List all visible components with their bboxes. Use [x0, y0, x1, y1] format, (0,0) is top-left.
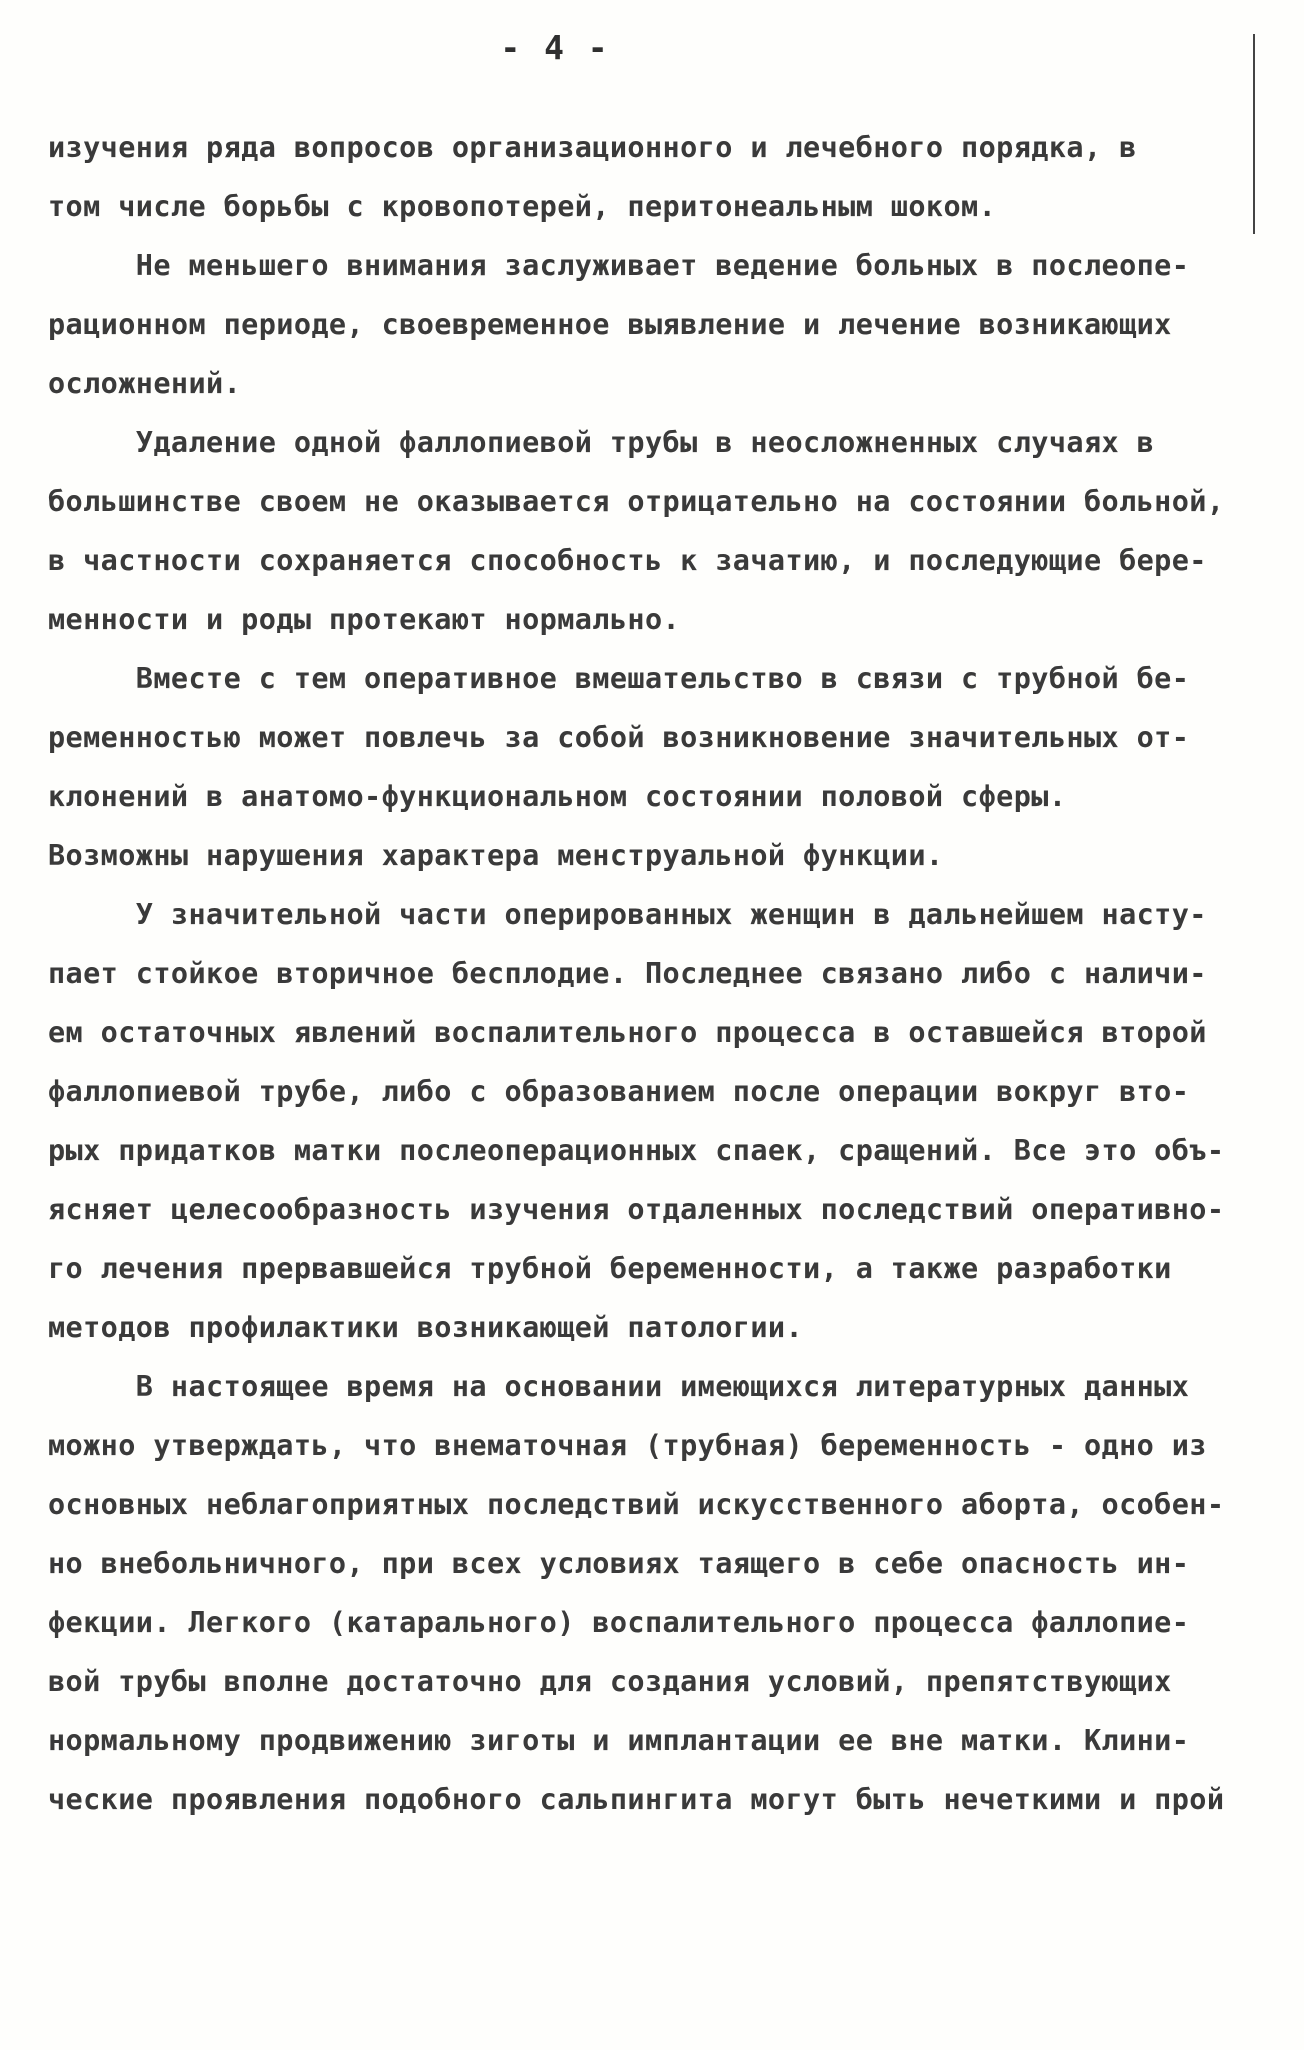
body-text [48, 118, 1270, 1829]
page-number: - 4 - [500, 28, 610, 67]
text-line: осложнений. [48, 367, 242, 400]
text-line: изучения ряда вопросов организационного и лечебного порядка, в [48, 131, 1137, 164]
text-line: ем остаточных явлений воспалительного процесса в оставшейся второй [48, 1016, 1207, 1049]
text-line: ременностью может повлечь за собой возникновение значительных от- [48, 721, 1190, 754]
text-line: клонений в анатомо-функциональном состоянии половой сферы. [48, 780, 1067, 813]
text-line: рых придатков матки послеоперационных спаек, сращений. Все это объ- [48, 1134, 1225, 1167]
text-line: Вместе с тем оперативное вмешательство в связи с трубной бе- [48, 662, 1190, 695]
text-line: менности и роды протекают нормально. [48, 603, 681, 636]
text-line: можно утверждать, что внематочная (трубная) беременность - одно из [48, 1429, 1207, 1462]
text-line: методов профилактики возникающей патологии. [48, 1311, 804, 1344]
text-line: фаллопиевой трубе, либо с образованием после операции вокруг вто- [48, 1075, 1190, 1108]
text-line: го лечения прервавшейся трубной беременности, а также разработки [48, 1252, 1172, 1285]
text-line: Удаление одной фаллопиевой трубы в неосложненных случаях в [48, 426, 1155, 459]
text-line: но внебольничного, при всех условиях таящего в себе опасность ин- [48, 1547, 1190, 1580]
text-line: У значительной части оперированных женщин в дальнейшем насту- [48, 898, 1207, 931]
text-line: основных неблагоприятных последствий искусственного аборта, особен- [48, 1488, 1225, 1521]
text-line: рационном периоде, своевременное выявление и лечение возникающих [48, 308, 1172, 341]
text-line: ясняет целесообразность изучения отдаленных последствий оперативно- [48, 1193, 1225, 1226]
text-line: Не меньшего внимания заслуживает ведение больных в послеопе- [48, 249, 1190, 282]
text-line: пает стойкое вторичное бесплодие. Последнее связано либо с наличи- [48, 957, 1207, 990]
text-line: вой трубы вполне достаточно для создания условий, препятствующих [48, 1665, 1172, 1698]
text-line: в частности сохраняется способность к зачатию, и последующие бере- [48, 544, 1207, 577]
text-line: фекции. Легкого (катарального) воспалительного процесса фаллопие- [48, 1606, 1190, 1639]
text-line: большинстве своем не оказывается отрицательно на состоянии больной, [48, 485, 1225, 518]
text-line: том числе борьбы с кровопотерей, перитонеальным шоком. [48, 190, 997, 223]
text-line: В настоящее время на основании имеющихся литературных данных [48, 1370, 1190, 1403]
text-line: Возможны нарушения характера менструальной функции. [48, 839, 944, 872]
text-line: ческие проявления подобного сальпингита могут быть нечеткими и прой [48, 1783, 1225, 1816]
text-line: нормальному продвижению зиготы и имплантации ее вне матки. Клини- [48, 1724, 1190, 1757]
